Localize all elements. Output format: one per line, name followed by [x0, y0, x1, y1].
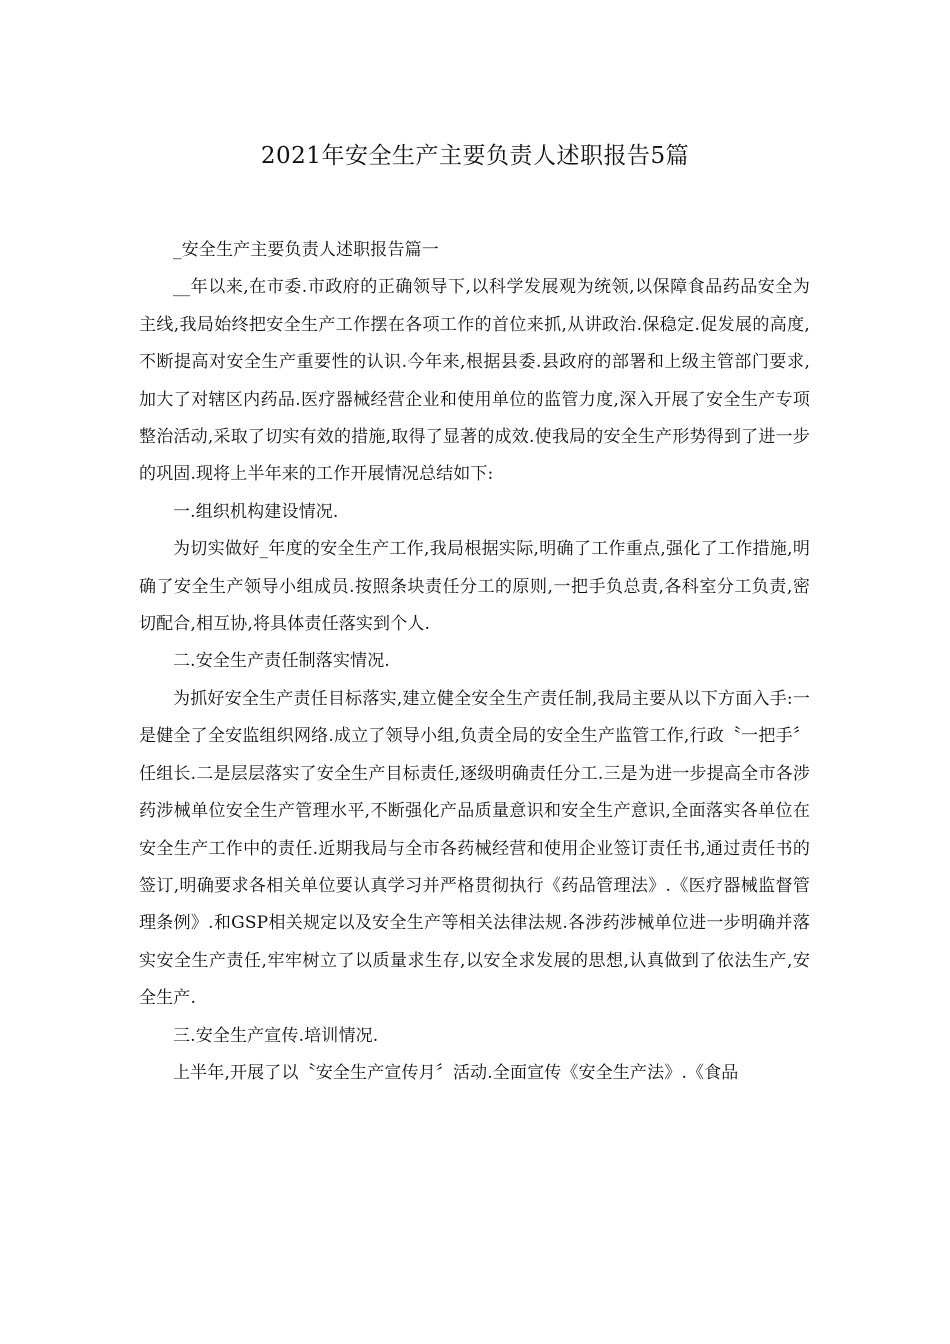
section-heading: 一.组织机构建设情况. [173, 501, 339, 522]
paragraph: 为抓好安全生产责任目标落实,建立健全安全生产责任制,我局主要从以下方面入手:一是健全了全安监组织网络.成立了领导小组,负责全局的安全生产监管工作,行政〝一把手〞任组长.二是层层落实了安全生产目标责任,逐级明确责任分工.三是为进一步提高全市各涉药涉械单位安全生产管理水平,不断强化产品质量意识和安全生产意识,全面落实各单位在安全生产工作中的责任.近期我局与全市各药械经营和使用企业签订责任书,通过责任书的签订,明确要求各相关单位要认真学习并严格贯彻执行《药品管理法》.《医疗器械监督管理条例》.和GSP相关规定以及安全生产等相关法律法规.各涉药涉械单位进一步明确并落实安全生产责任,牢牢树立了以质量求生存,以安全求发展的思想,认真做到了依法生产,安全生产. [139, 688, 810, 1009]
document-title: 2021年安全生产主要负责人述职报告5篇 [260, 143, 690, 169]
section-heading: _安全生产主要负责人述职报告篇一 [173, 240, 439, 260]
section-heading: 三.安全生产宣传.培训情况. [173, 1025, 379, 1046]
section-heading: 二.安全生产责任制落实情况. [173, 651, 390, 672]
paragraph: __年以来,在市委.市政府的正确领导下,以科学发展观为统领,以保障食品药品安全为主线,我局始终把安全生产工作摆在各项工作的首位来抓,从讲政治.保稳定.促发展的高度,不断提高对安全生产重要性的认识.今年来,根据县委.县政府的部署和上级主管部门要求,加大了对辖区内药品.医疗器械经营企业和使用单位的监管力度,深入开展了安全生产专项整治活动,采取了切实有效的措施,取得了显著的成效.使我局的安全生产形势得到了进一步的巩固.现将上半年来的工作开展情况总结如下: [139, 277, 810, 485]
document-body [139, 232, 810, 1092]
paragraph: 上半年,开展了以〝安全生产宣传月〞活动.全面宣传《安全生产法》.《食品 [173, 1062, 739, 1083]
paragraph: 为切实做好_年度的安全生产工作,我局根据实际,明确了工作重点,强化了工作措施,明确了安全生产领导小组成员.按照条块责任分工的原则,一把手负总责,各科室分工负责,密切配合,相互协,将具体责任落实到个人. [139, 539, 810, 635]
